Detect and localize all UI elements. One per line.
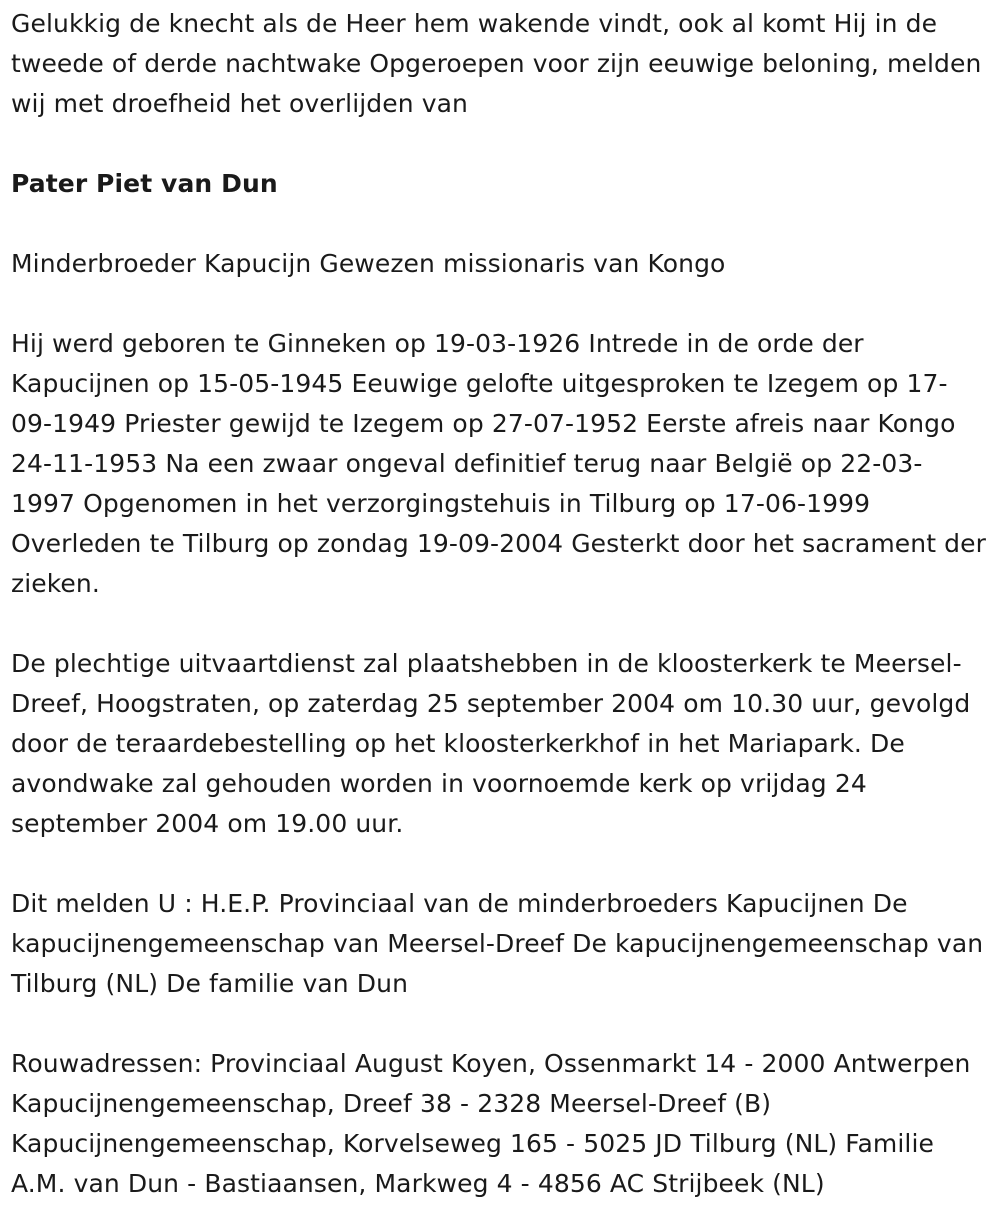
obituary-document [11, 4, 986, 1204]
announcers-paragraph: Dit melden U : H.E.P. Provinciaal van de minderbroeders Kapucijnen De kapucijnengemeenschap van Meersel-Dreef De kapucijnengemeenschap van Tilburg (NL) De familie van Dun [11, 889, 984, 998]
addresses-paragraph: Rouwadressen: Provinciaal August Koyen, Ossenmarkt 14 - 2000 Antwerpen Kapucijnengemeenschap, Dreef 38 - 2328 Meersel-Dreef (B) Kapucijnengemeenschap, Korvelseweg 165 - 5025 JD Tilburg (NL) Familie A.M. van Dun - Bastiaansen, Markweg 4 - 4856 AC Strijbeek (NL) [11, 1049, 971, 1198]
funeral-paragraph: De plechtige uitvaartdienst zal plaatshebben in de kloosterkerk te Meersel-Dreef, Hoogstraten, op zaterdag 25 september 2004 om 10.30 uur, gevolgd door de teraardebestelling op het kloosterkerkhof in het Mariapark. De avondwake zal gehouden worden in voornoemde kerk op vrijdag 24 september 2004 om 19.00 uur. [11, 649, 971, 838]
biography-paragraph: Hij werd geboren te Ginneken op 19-03-1926 Intrede in de orde der Kapucijnen op 15-05-1945 Eeuwige gelofte uitgesproken te Izegem op 17-09-1949 Priester gewijd te Izegem op 27-07-1952 Eerste afreis naar Kongo 24-11-1953 Na een zwaar ongeval definitief terug naar België op 22-03-1997 Opgenomen in het verzorgingstehuis in Tilburg op 17-06-1999 Overleden te Tilburg op zondag 19-09-2004 Gesterkt door het sacrament der zieken. [11, 329, 986, 598]
intro-paragraph: Gelukkig de knecht als de Heer hem wakende vindt, ook al komt Hij in de tweede of derde nachtwake Opgeroepen voor zijn eeuwige beloning, melden wij met droefheid het overlijden van [11, 9, 982, 118]
deceased-title: Minderbroeder Kapucijn Gewezen missionaris van Kongo [11, 249, 726, 278]
deceased-name: Pater Piet van Dun [11, 169, 278, 198]
